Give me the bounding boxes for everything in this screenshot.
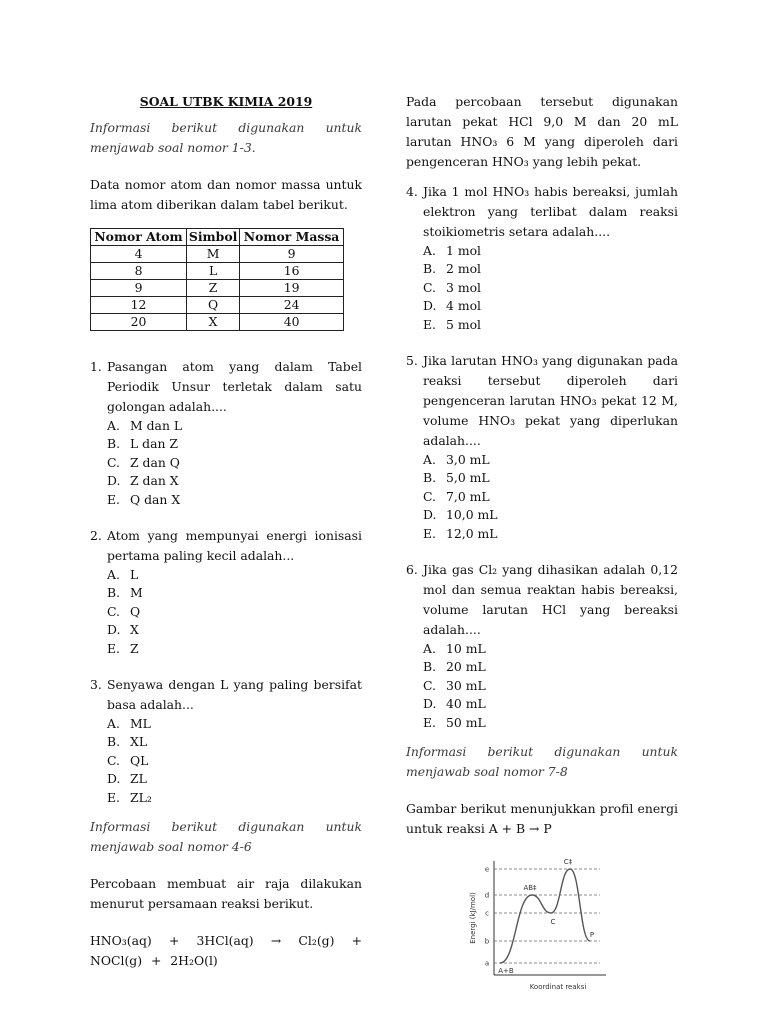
- experiment-context: Pada percobaan tersebut digunakan larutan pekat HCl 9,0 M dan 20 mL larutan HNO₃ 6 M yang diperoleh dari pengenceran HNO₃ yang lebih pekat.: [406, 94, 678, 169]
- question-text: Atom yang mempunyai energi ionisasi pertama paling kecil adalah...: [107, 528, 362, 564]
- question-number: 5.: [406, 353, 418, 369]
- point-label-3: C‡: [563, 858, 573, 867]
- table-cell: 4: [91, 246, 187, 263]
- option-c[interactable]: C. QL: [107, 752, 149, 768]
- point-label-4: P: [589, 931, 595, 940]
- option-a[interactable]: A. 3,0 mL: [423, 452, 490, 468]
- col-header-simbol: Simbol: [187, 229, 240, 246]
- option-d[interactable]: D. Z dan X: [107, 473, 179, 489]
- option-d[interactable]: D. X: [107, 622, 139, 638]
- question-text: Jika gas Cl₂ yang dihasikan adalah 0,12 mol dan semua reaktan habis bereaksi, volume larutan HCl yang bereaksi adalah....: [423, 562, 678, 638]
- question-number: 3.: [90, 677, 102, 693]
- table-cell: M: [187, 246, 240, 263]
- option-c[interactable]: C. 3 mol: [423, 279, 481, 295]
- option-d[interactable]: D. ZL: [107, 771, 147, 787]
- question-5: [406, 351, 678, 543]
- option-a[interactable]: A. M dan L: [107, 418, 183, 433]
- level-label-e: e: [484, 865, 490, 874]
- table-cell: X: [187, 314, 240, 331]
- option-e[interactable]: E. 5 mol: [423, 316, 481, 332]
- option-d[interactable]: D. 40 mL: [423, 696, 486, 712]
- question-number: 2.: [90, 528, 102, 544]
- x-axis-label: Koordinat reaksi: [529, 983, 587, 992]
- question-2: [90, 526, 362, 658]
- option-b[interactable]: B. XL: [107, 734, 148, 750]
- level-label-c: c: [485, 909, 489, 918]
- level-label-d: d: [484, 891, 490, 900]
- option-b[interactable]: B. 5,0 mL: [423, 470, 490, 486]
- table-cell: 20: [91, 314, 187, 331]
- option-c[interactable]: C. 30 mL: [423, 677, 486, 693]
- question-number: 1.: [90, 359, 102, 374]
- energy-profile-chart: [466, 851, 626, 1001]
- option-c[interactable]: C. Z dan Q: [107, 454, 180, 470]
- question-4: [406, 182, 678, 334]
- level-label-a: a: [484, 959, 490, 968]
- left-column: [90, 94, 362, 971]
- table-row: [91, 314, 344, 331]
- option-a[interactable]: A. ML: [107, 716, 151, 732]
- question-6: [406, 560, 678, 732]
- table-cell: L: [187, 263, 240, 280]
- table-cell: 12: [91, 297, 187, 314]
- energy-profile-svg: [466, 851, 626, 1001]
- option-a[interactable]: A. 1 mol: [423, 243, 481, 258]
- option-a[interactable]: A. L: [107, 567, 139, 583]
- table-header-row: [91, 229, 344, 246]
- table-cell: 9: [91, 280, 187, 297]
- table-cell: 40: [240, 314, 344, 331]
- table-cell: Z: [187, 280, 240, 297]
- point-label-1: AB‡: [523, 884, 537, 893]
- table-row: [91, 246, 344, 263]
- option-d[interactable]: D. 10,0 mL: [423, 507, 498, 523]
- reaction-intro: Percobaan membuat air raja dilakukan menurut persamaan reaksi berikut.: [90, 876, 362, 912]
- table-row: [91, 263, 344, 280]
- energy-levels: [485, 866, 600, 968]
- table-cell: Q: [187, 297, 240, 314]
- point-label-2: C: [550, 918, 556, 927]
- point-labels: [498, 858, 594, 975]
- option-b[interactable]: B. L dan Z: [107, 436, 179, 452]
- point-label-0: A+B: [498, 967, 514, 976]
- option-e[interactable]: E. Q dan X: [107, 491, 181, 507]
- option-c[interactable]: C. Q: [107, 603, 141, 619]
- option-d[interactable]: D. 4 mol: [423, 298, 481, 314]
- page-title: SOAL UTBK KIMIA 2019: [139, 94, 313, 109]
- table-cell: 24: [240, 297, 344, 314]
- question-1: [90, 357, 362, 509]
- atom-data-table: [90, 228, 344, 331]
- table-cell: 9: [240, 246, 344, 263]
- option-e[interactable]: E. 50 mL: [423, 714, 486, 730]
- table-cell: 16: [240, 263, 344, 280]
- question-text: Pasangan atom yang dalam Tabel Periodik Unsur terletak dalam satu golongan adalah....: [107, 359, 362, 414]
- table-row: [91, 297, 344, 314]
- option-c[interactable]: C. 7,0 mL: [423, 488, 490, 504]
- info-note-4-6: Informasi berikut digunakan untuk menjawab soal nomor 4-6: [90, 819, 362, 855]
- option-b[interactable]: B. 2 mol: [423, 261, 481, 277]
- reaction-equation: HNO₃(aq) + 3HCl(aq) → Cl₂(g) + NOCl(g) + 2H₂O(l): [90, 933, 362, 969]
- info-note-1-3: Informasi berikut digunakan untuk menjawab soal nomor 1-3.: [90, 120, 362, 155]
- option-e[interactable]: E. ZL₂: [107, 789, 152, 805]
- option-b[interactable]: B. M: [107, 585, 143, 601]
- question-3: [90, 675, 362, 807]
- option-b[interactable]: B. 20 mL: [423, 659, 486, 675]
- info-note-7-8: Informasi berikut digunakan untuk menjawab soal nomor 7-8: [406, 744, 678, 780]
- question-text: Senyawa dengan L yang paling bersifat basa adalah...: [107, 677, 362, 713]
- table-cell: 19: [240, 280, 344, 297]
- question-number: 6.: [406, 562, 418, 578]
- option-e[interactable]: E. Z: [107, 640, 139, 656]
- col-header-nomor-massa: Nomor Massa: [240, 229, 344, 246]
- question-text: Jika 1 mol HNO₃ habis bereaksi, jumlah elektron yang terlibat dalam reaksi stoikiometris setara adalah....: [423, 184, 678, 239]
- table-row: [91, 280, 344, 297]
- table-intro: Data nomor atom dan nomor massa untuk lima atom diberikan dalam tabel berikut.: [90, 177, 362, 212]
- right-column: [406, 92, 678, 1001]
- energy-curve: [500, 869, 590, 963]
- question-text: Jika larutan HNO₃ yang digunakan pada reaksi tersebut diperoleh dari pengenceran larutan HNO₃ pekat 12 M, volume HNO₃ pekat yang diperlukan adalah....: [423, 353, 678, 449]
- table-cell: 8: [91, 263, 187, 280]
- y-axis-label: Energi (kJ/mol): [469, 892, 477, 944]
- chart-intro: Gambar berikut menunjukkan profil energi untuk reaksi A + B → P: [406, 801, 678, 837]
- level-label-b: b: [484, 937, 490, 946]
- question-number: 4.: [406, 184, 418, 199]
- option-a[interactable]: A. 10 mL: [423, 641, 486, 657]
- col-header-nomor-atom: Nomor Atom: [91, 229, 187, 246]
- option-e[interactable]: E. 12,0 mL: [423, 525, 498, 541]
